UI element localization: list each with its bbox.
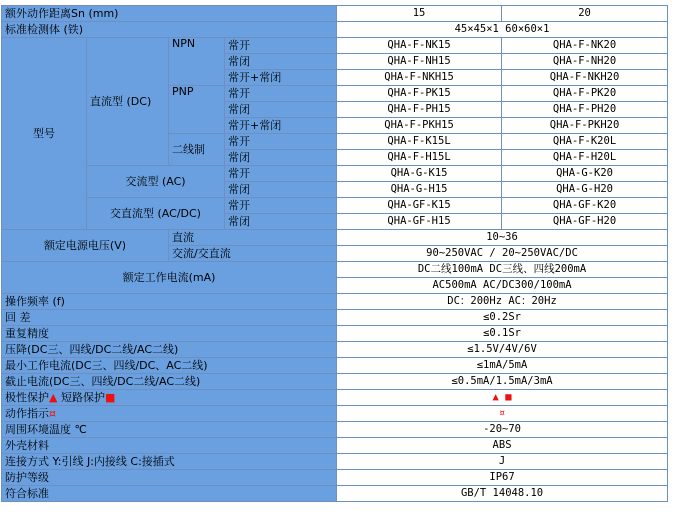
table-row [2, 310, 668, 326]
row-label-ac: 交流型 (AC) [87, 166, 225, 198]
table-row [2, 358, 668, 374]
row-label-repeat: 重复精度 [2, 326, 337, 342]
row-label-model: 型号 [2, 38, 87, 230]
cell-distance-15: 15 [337, 6, 502, 22]
indicator-icon: ¤ [49, 407, 56, 420]
row-label-two-wire: 二线制 [169, 134, 225, 166]
table-row [2, 454, 668, 470]
row-label-hyst: 回 差 [2, 310, 337, 326]
cell-npn-both-20: QHA-F-NKH20 [502, 70, 668, 86]
row-label-leak: 截止电流(DC三、四线/DC二线/AC二线) [2, 374, 337, 390]
table-row [2, 6, 668, 22]
cell-repeat: ≤0.1Sr [337, 326, 668, 342]
label-pnp-both: 常开+常闭 [225, 118, 337, 134]
row-label-target: 标准检测体 (铁) [2, 22, 337, 38]
cell-pnp-no-15: QHA-F-PK15 [337, 86, 502, 102]
cell-two-nc-20: QHA-F-H20L [502, 150, 668, 166]
square-icon: ■ [104, 391, 116, 404]
table-row [2, 166, 668, 182]
indicator-label: 动作指示 [5, 407, 49, 420]
cell-two-no-15: QHA-F-K15L [337, 134, 502, 150]
table-row [2, 390, 668, 406]
cell-ac-nc-15: QHA-G-H15 [337, 182, 502, 198]
indicator-icon: ¤ [498, 407, 506, 420]
cell-npn-nc-20: QHA-F-NH20 [502, 54, 668, 70]
label-pnp-nc: 常闭 [225, 102, 337, 118]
row-label-protect [2, 390, 337, 406]
cell-current-2: AC500mA AC/DC300/100mA [337, 278, 668, 294]
cell-acdc-no-15: QHA-GF-K15 [337, 198, 502, 214]
cell-two-nc-15: QHA-F-H15L [337, 150, 502, 166]
row-label-dc: 直流型 (DC) [87, 38, 169, 166]
cell-connect: J [337, 454, 668, 470]
label-npn-no: 常开 [225, 38, 337, 54]
short-protect-label: 短路保护 [60, 391, 105, 404]
cell-ac-no-20: QHA-G-K20 [502, 166, 668, 182]
square-icon: ■ [505, 391, 512, 404]
row-label-material: 外壳材料 [2, 438, 337, 454]
table-row [2, 438, 668, 454]
table-row [2, 470, 668, 486]
table-row [2, 230, 668, 246]
triangle-icon: ▲ [492, 391, 499, 404]
cell-pnp-both-15: QHA-F-PKH15 [337, 118, 502, 134]
label-acdc-nc: 常闭 [225, 214, 337, 230]
table-row [2, 422, 668, 438]
row-label-temp: 周围环境温度 ℃ [2, 422, 337, 438]
row-label-distance: 额外动作距离Sn (mm) [2, 6, 337, 22]
label-acdc-no: 常开 [225, 198, 337, 214]
cell-two-no-20: QHA-F-K20L [502, 134, 668, 150]
table-row [2, 262, 668, 278]
label-two-no: 常开 [225, 134, 337, 150]
cell-standard: GB/T 14048.10 [337, 486, 668, 502]
cell-minload: ≤1mA/5mA [337, 358, 668, 374]
table-row [2, 342, 668, 358]
row-label-pnp: PNP [169, 86, 225, 134]
row-label-freq: 操作频率 (f) [2, 294, 337, 310]
cell-pnp-both-20: QHA-F-PKH20 [502, 118, 668, 134]
label-npn-both: 常开+常闭 [225, 70, 337, 86]
cell-protect [337, 390, 668, 406]
cell-target: 45×45×1 60×60×1 [337, 22, 668, 38]
label-ac-nc: 常闭 [225, 182, 337, 198]
cell-indicator [337, 406, 668, 422]
cell-voltage-dc: 10~36 [337, 230, 668, 246]
label-pnp-no: 常开 [225, 86, 337, 102]
cell-npn-no-20: QHA-F-NK20 [502, 38, 668, 54]
row-label-drop: 压降(DC三、四线/DC二线/AC二线) [2, 342, 337, 358]
cell-pnp-nc-20: QHA-F-PH20 [502, 102, 668, 118]
cell-acdc-nc-20: QHA-GF-H20 [502, 214, 668, 230]
label-ac-no: 常开 [225, 166, 337, 182]
cell-temp: -20~70 [337, 422, 668, 438]
cell-npn-no-15: QHA-F-NK15 [337, 38, 502, 54]
triangle-icon: ▲ [49, 391, 58, 404]
table-row [2, 326, 668, 342]
row-label-standard: 符合标准 [2, 486, 337, 502]
table-row [2, 406, 668, 422]
cell-ip: IP67 [337, 470, 668, 486]
row-label-ip: 防护等级 [2, 470, 337, 486]
table-row [2, 38, 668, 54]
cell-ac-no-15: QHA-G-K15 [337, 166, 502, 182]
spec-table [1, 5, 668, 502]
table-row [2, 22, 668, 38]
row-label-current: 额定工作电流(mA) [2, 262, 337, 294]
table-row [2, 294, 668, 310]
label-voltage-dc: 直流 [169, 230, 337, 246]
row-label-connect: 连接方式 Y:引线 J:内接线 C:接插式 [2, 454, 337, 470]
cell-npn-both-15: QHA-F-NKH15 [337, 70, 502, 86]
row-label-indicator [2, 406, 337, 422]
cell-pnp-nc-15: QHA-F-PH15 [337, 102, 502, 118]
label-npn-nc: 常闭 [225, 54, 337, 70]
cell-hyst: ≤0.2Sr [337, 310, 668, 326]
table-row [2, 374, 668, 390]
polarity-protect-label: 极性保护 [5, 391, 49, 404]
table-row [2, 486, 668, 502]
cell-current-1: DC二线100mA DC三线、四线200mA [337, 262, 668, 278]
cell-material: ABS [337, 438, 668, 454]
cell-freq: DC：200Hz AC：20Hz [337, 294, 668, 310]
cell-ac-nc-20: QHA-G-H20 [502, 182, 668, 198]
cell-npn-nc-15: QHA-F-NH15 [337, 54, 502, 70]
cell-pnp-no-20: QHA-F-PK20 [502, 86, 668, 102]
cell-distance-20: 20 [502, 6, 668, 22]
row-label-minload: 最小工作电流(DC三、四线/DC、AC二线) [2, 358, 337, 374]
table-row [2, 198, 668, 214]
row-label-acdc: 交直流型 (AC/DC) [87, 198, 225, 230]
row-label-voltage: 额定电源电压(V) [2, 230, 169, 262]
cell-acdc-nc-15: QHA-GF-H15 [337, 214, 502, 230]
label-two-nc: 常闭 [225, 150, 337, 166]
cell-voltage-acdc: 90~250VAC / 20~250VAC/DC [337, 246, 668, 262]
label-voltage-acdc: 交流/交直流 [169, 246, 337, 262]
cell-acdc-no-20: QHA-GF-K20 [502, 198, 668, 214]
cell-drop: ≤1.5V/4V/6V [337, 342, 668, 358]
cell-leak: ≤0.5mA/1.5mA/3mA [337, 374, 668, 390]
row-label-npn: NPN [169, 38, 225, 86]
